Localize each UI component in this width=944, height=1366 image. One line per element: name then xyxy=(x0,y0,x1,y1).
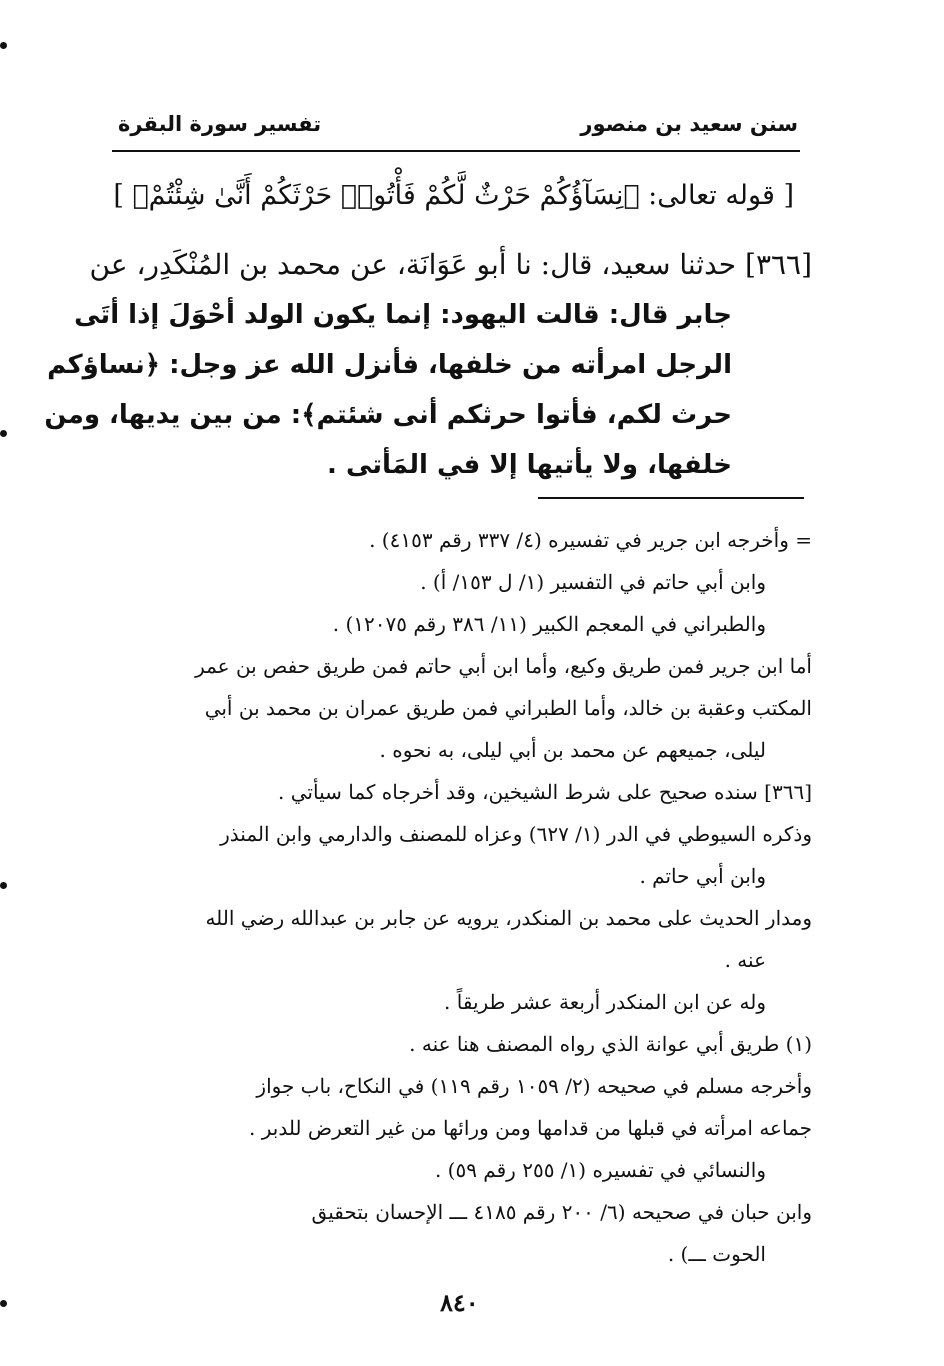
footnote-line: وابن أبي حاتم في التفسير (١/ ل ١٥٣/ أ) . xyxy=(420,570,766,594)
footnote-line: المكتب وعقبة بن خالد، وأما الطبراني فمن طريق عمران بن محمد بن أبي xyxy=(204,696,812,720)
footnote-divider xyxy=(538,497,804,499)
footnote-line: ومدار الحديث على محمد بن المنكدر، يرويه عن جابر بن عبدالله رضي الله xyxy=(205,906,812,930)
footnote-line: وله عن ابن المنكدر أربعة عشر طريقاً . xyxy=(444,990,766,1014)
footnote-line: جماعه امرأته في قبلها من قدامها ومن ورائها من غير التعرض للدبر . xyxy=(249,1116,812,1140)
footnote-line: الحوت ـــ) . xyxy=(667,1242,766,1266)
main-text-line: الرجل امرأته من خلفها، فأنزل الله عز وجل: ﴿نساؤكم xyxy=(47,350,732,380)
main-text-line: [٣٦٦] حدثنا سعيد، قال: نا أبو عَوَانَة، عن محمد بن المُنْكَدِر، عن xyxy=(89,248,812,281)
footnote-line: عنه . xyxy=(724,948,766,972)
scan-mark xyxy=(0,42,7,49)
main-text-line: حرث لكم، فأتوا حرثكم أنى شئتم﴾: من بين يديها، ومن xyxy=(44,400,732,430)
scan-mark xyxy=(0,1300,7,1307)
header-divider xyxy=(112,150,800,152)
scan-mark xyxy=(0,882,7,889)
main-text-line: جابر قال: قالت اليهود: إنما يكون الولد أحْوَلَ إذا أتَى xyxy=(74,300,732,330)
main-text-line: خلفها، ولا يأتيها إلا في المَأتى . xyxy=(327,450,732,480)
footnote-line: أما ابن جرير فمن طريق وكيع، وأما ابن أبي حاتم فمن طريق حفص بن عمر xyxy=(195,654,812,678)
page-number: ٨٤٠ xyxy=(440,1288,479,1317)
footnote-line: (١) طريق أبي عوانة الذي رواه المصنف هنا عنه . xyxy=(409,1032,812,1056)
footnote-line: وابن حبان في صحيحه (٦/ ٢٠٠ رقم ٤١٨٥ ـــ الإحسان بتحقيق xyxy=(311,1200,812,1224)
footnote-line: ليلى، جميعهم عن محمد بن أبي ليلى، به نحوه . xyxy=(379,738,766,762)
footnote-line: وابن أبي حاتم . xyxy=(639,864,766,888)
scan-mark xyxy=(0,430,7,437)
footnote-line: وأخرجه مسلم في صحيحه (٢/ ١٠٥٩ رقم ١١٩) في النكاح، باب جواز xyxy=(256,1074,812,1098)
footnote-line: وذكره السيوطي في الدر (١/ ٦٢٧) وعزاه للمصنف والدارمي وابن المنذر xyxy=(220,822,812,846)
footnote-line: والنسائي في تفسيره (١/ ٢٥٥ رقم ٥٩) . xyxy=(434,1158,766,1182)
book-title: سنن سعيد بن منصور xyxy=(580,112,798,136)
footnote-line: [٣٦٦] سنده صحيح على شرط الشيخين، وقد أخرجاه كما سيأتي . xyxy=(278,780,812,804)
footnote-line: والطبراني في المعجم الكبير (١١/ ٣٨٦ رقم ١٢٠٧٥) . xyxy=(332,612,766,636)
verse-heading: [ قوله تعالى: ﴿نِسَآؤُكُمْ حَرْثٌ لَّكُمْ فَأْتُوا۟ حَرْثَكُمْ أَنَّىٰ شِئْتُمْ﴾ ] xyxy=(113,180,794,211)
chapter-title: تفسير سورة البقرة xyxy=(118,112,322,136)
footnote-line: = وأخرجه ابن جرير في تفسيره (٤/ ٣٣٧ رقم ٤١٥٣) . xyxy=(369,528,812,552)
